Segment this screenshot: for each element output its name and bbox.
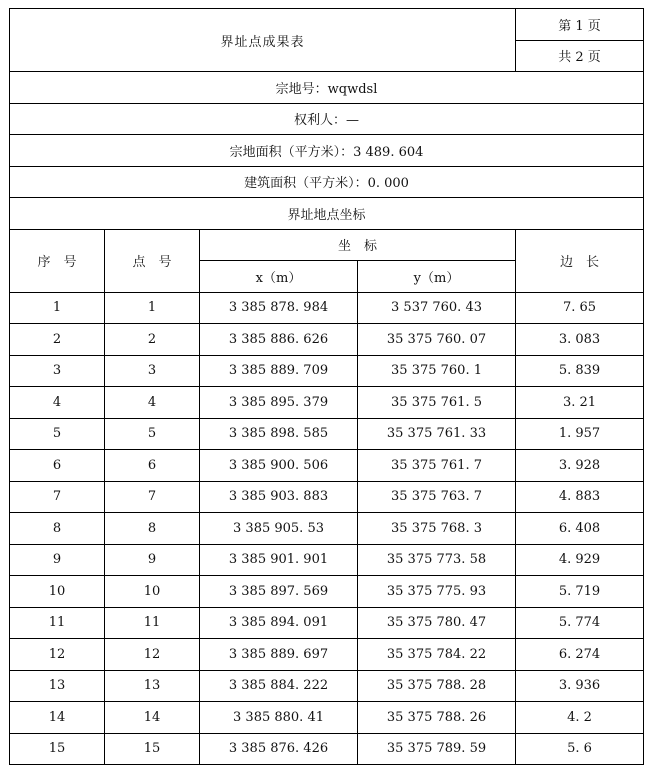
table-row <box>10 387 644 419</box>
cell-y: 35 375 784. 22 <box>358 639 516 671</box>
cell-point: 15 <box>105 733 200 765</box>
col-header-coord: 坐 标 <box>200 229 516 261</box>
boundary-point-table <box>9 8 644 765</box>
cell-point: 2 <box>105 324 200 356</box>
cell-y: 35 375 780. 47 <box>358 607 516 639</box>
cell-x: 3 385 897. 569 <box>200 576 358 608</box>
cell-x: 3 385 886. 626 <box>200 324 358 356</box>
header-row-1 <box>10 9 644 41</box>
cell-x: 3 385 894. 091 <box>200 607 358 639</box>
cell-seq: 15 <box>10 733 105 765</box>
col-header-side: 边 长 <box>516 229 644 292</box>
cell-x: 3 385 889. 697 <box>200 639 358 671</box>
table-row <box>10 670 644 702</box>
cell-point: 1 <box>105 292 200 324</box>
table-row <box>10 481 644 513</box>
table-row <box>10 513 644 545</box>
info-row-building-area <box>10 166 644 198</box>
cell-point: 13 <box>105 670 200 702</box>
cell-seq: 10 <box>10 576 105 608</box>
cell-side: 3. 21 <box>516 387 644 419</box>
cell-point: 8 <box>105 513 200 545</box>
col-header-y: y（m） <box>358 261 516 293</box>
cell-x: 3 385 903. 883 <box>200 481 358 513</box>
cell-y: 35 375 768. 3 <box>358 513 516 545</box>
cell-point: 6 <box>105 450 200 482</box>
cell-y: 35 375 788. 28 <box>358 670 516 702</box>
cell-side: 5. 6 <box>516 733 644 765</box>
cell-x: 3 385 876. 426 <box>200 733 358 765</box>
table-row <box>10 292 644 324</box>
boundary-point-sheet <box>9 8 643 765</box>
cell-seq: 2 <box>10 324 105 356</box>
cell-seq: 11 <box>10 607 105 639</box>
cell-seq: 6 <box>10 450 105 482</box>
cell-y: 35 375 761. 33 <box>358 418 516 450</box>
cell-seq: 1 <box>10 292 105 324</box>
cell-seq: 3 <box>10 355 105 387</box>
cell-seq: 4 <box>10 387 105 419</box>
table-row <box>10 324 644 356</box>
table-row <box>10 639 644 671</box>
cell-point: 12 <box>105 639 200 671</box>
cell-side: 3. 928 <box>516 450 644 482</box>
info-row-parcel <box>10 72 644 104</box>
sheet-title: 界址点成果表 <box>10 9 516 72</box>
cell-point: 4 <box>105 387 200 419</box>
cell-x: 3 385 880. 41 <box>200 702 358 734</box>
cell-point: 5 <box>105 418 200 450</box>
cell-point: 9 <box>105 544 200 576</box>
cell-y: 3 537 760. 43 <box>358 292 516 324</box>
cell-side: 4. 883 <box>516 481 644 513</box>
cell-x: 3 385 889. 709 <box>200 355 358 387</box>
cell-side: 6. 408 <box>516 513 644 545</box>
building-area: 建筑面积（平方米）：0. 000 <box>10 166 644 198</box>
cell-x: 3 385 878. 984 <box>200 292 358 324</box>
owner: 权利人：— <box>10 103 644 135</box>
table-row <box>10 607 644 639</box>
cell-point: 3 <box>105 355 200 387</box>
col-header-x: x（m） <box>200 261 358 293</box>
cell-seq: 9 <box>10 544 105 576</box>
table-row <box>10 450 644 482</box>
cell-side: 5. 839 <box>516 355 644 387</box>
col-header-point: 点 号 <box>105 229 200 292</box>
coords-title-row <box>10 198 644 230</box>
cell-x: 3 385 898. 585 <box>200 418 358 450</box>
info-row-parcel-area <box>10 135 644 167</box>
cell-side: 6. 274 <box>516 639 644 671</box>
page-number: 第 1 页 <box>516 9 644 41</box>
cell-seq: 7 <box>10 481 105 513</box>
table-row <box>10 355 644 387</box>
cell-x: 3 385 884. 222 <box>200 670 358 702</box>
table-row <box>10 702 644 734</box>
cell-y: 35 375 761. 7 <box>358 450 516 482</box>
coords-section-title: 界址地点坐标 <box>10 198 644 230</box>
cell-y: 35 375 763. 7 <box>358 481 516 513</box>
cell-x: 3 385 900. 506 <box>200 450 358 482</box>
parcel-area: 宗地面积（平方米）：3 489. 604 <box>10 135 644 167</box>
table-row <box>10 733 644 765</box>
cell-side: 3. 083 <box>516 324 644 356</box>
cell-y: 35 375 789. 59 <box>358 733 516 765</box>
table-row <box>10 544 644 576</box>
cell-side: 4. 2 <box>516 702 644 734</box>
cell-y: 35 375 760. 1 <box>358 355 516 387</box>
cell-seq: 5 <box>10 418 105 450</box>
cell-side: 1. 957 <box>516 418 644 450</box>
cell-seq: 8 <box>10 513 105 545</box>
cell-point: 10 <box>105 576 200 608</box>
cell-seq: 12 <box>10 639 105 671</box>
cell-y: 35 375 761. 5 <box>358 387 516 419</box>
cell-side: 7. 65 <box>516 292 644 324</box>
cell-point: 14 <box>105 702 200 734</box>
cell-point: 7 <box>105 481 200 513</box>
cell-y: 35 375 760. 07 <box>358 324 516 356</box>
cell-point: 11 <box>105 607 200 639</box>
cell-x: 3 385 905. 53 <box>200 513 358 545</box>
cell-side: 5. 774 <box>516 607 644 639</box>
cell-y: 35 375 773. 58 <box>358 544 516 576</box>
cell-y: 35 375 788. 26 <box>358 702 516 734</box>
table-row <box>10 576 644 608</box>
cell-y: 35 375 775. 93 <box>358 576 516 608</box>
cell-seq: 13 <box>10 670 105 702</box>
cell-seq: 14 <box>10 702 105 734</box>
cell-x: 3 385 895. 379 <box>200 387 358 419</box>
column-header-row-1 <box>10 229 644 261</box>
info-row-owner <box>10 103 644 135</box>
table-row <box>10 418 644 450</box>
cell-side: 4. 929 <box>516 544 644 576</box>
cell-side: 5. 719 <box>516 576 644 608</box>
cell-side: 3. 936 <box>516 670 644 702</box>
col-header-seq: 序 号 <box>10 229 105 292</box>
cell-x: 3 385 901. 901 <box>200 544 358 576</box>
parcel-number: 宗地号：wqwdsl <box>10 72 644 104</box>
page-total: 共 2 页 <box>516 40 644 72</box>
